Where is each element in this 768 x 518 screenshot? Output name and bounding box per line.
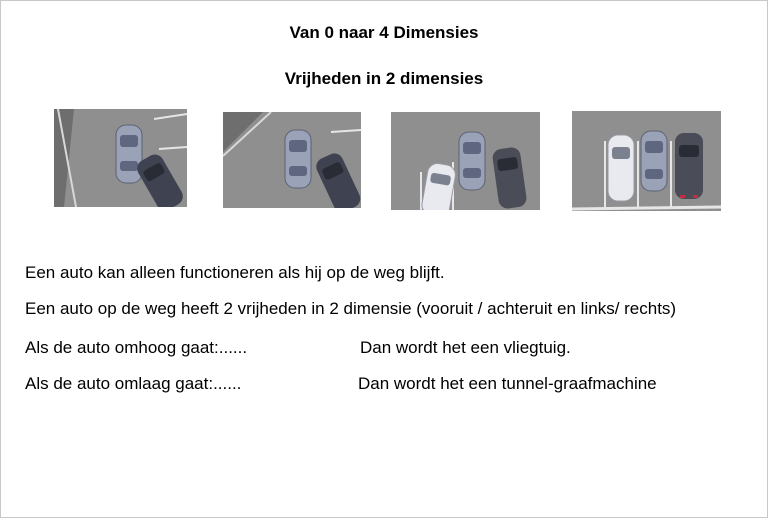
text-line-3-right: Dan wordt het een vliegtuig. <box>360 338 571 357</box>
page-title: Van 0 naar 4 Dimensies <box>289 23 479 42</box>
car-parking-photo-4 <box>572 111 721 211</box>
text-line-4-left: Als de auto omlaag gaat:...... <box>25 374 242 393</box>
car-parking-photo-1 <box>54 109 187 207</box>
text-line-2: Een auto op de weg heeft 2 vrijheden in 2 dimensie (vooruit / achteruit en links/ rechts) <box>25 299 677 318</box>
text-line-4-right: Dan wordt het een tunnel-graafmachine <box>358 374 657 393</box>
car-parking-photo-3 <box>391 112 540 210</box>
car-parking-photo-2 <box>223 112 361 208</box>
text-line-3-left: Als de auto omhoog gaat:...... <box>25 338 248 357</box>
text-line-1: Een auto kan alleen functioneren als hij op de weg blijft. <box>25 263 445 282</box>
page-subtitle: Vrijheden in 2 dimensies <box>284 69 484 88</box>
